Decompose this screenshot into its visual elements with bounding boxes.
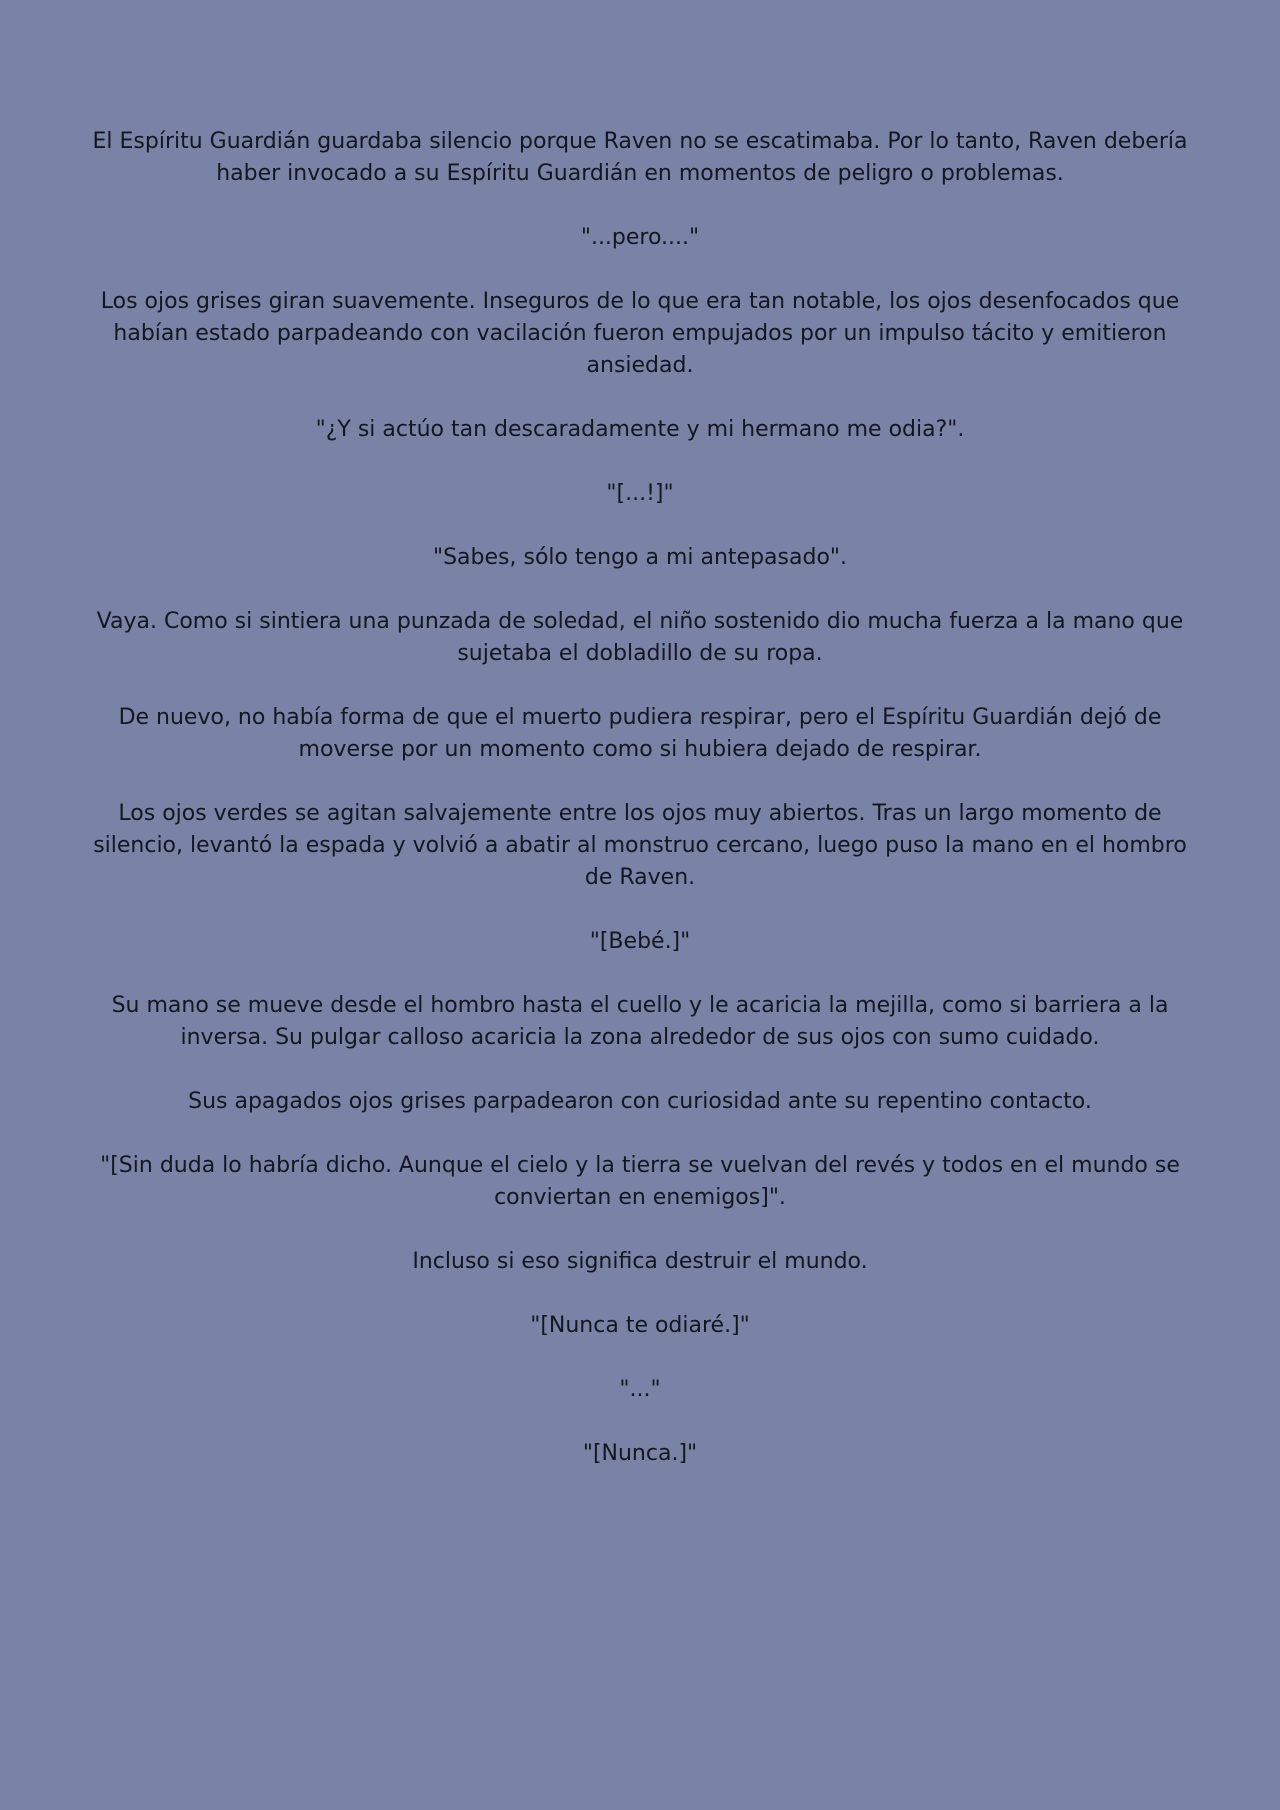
- paragraph: "[Sin duda lo habría dicho. Aunque el cielo y la tierra se vuelvan del revés y todos en el mundo se conviertan en enemigos]".: [100, 1153, 1180, 1210]
- paragraph: "¿Y si actúo tan descaradamente y mi hermano me odia?".: [315, 417, 965, 442]
- paragraph: Los ojos grises giran suavemente. Inseguros de lo que era tan notable, los ojos desenfocados que habían estado parpadeando con vacilación fueron empujados por un impulso tácito y emitieron ansiedad.: [100, 289, 1180, 378]
- paragraph: Vaya. Como si sintiera una punzada de soledad, el niño sostenido dio mucha fuerza a la mano que sujetaba el dobladillo de su ropa.: [96, 609, 1184, 666]
- paragraph: "[...!]": [606, 481, 674, 506]
- paragraph: "...": [619, 1377, 661, 1402]
- paragraph: Su mano se mueve desde el hombro hasta el cuello y le acaricia la mejilla, como si barriera a la inversa. Su pulgar calloso acaricia la zona alrededor de sus ojos con sumo cuidado.: [111, 993, 1169, 1050]
- paragraph: "Sabes, sólo tengo a mi antepasado".: [432, 545, 848, 570]
- paragraph: Los ojos verdes se agitan salvajemente entre los ojos muy abiertos. Tras un largo momento de silencio, levantó la espada y volvió a abatir al monstruo cercano, luego puso la mano en el hombro de Raven.: [93, 801, 1187, 890]
- paragraph: "...pero....": [580, 225, 700, 250]
- paragraph: El Espíritu Guardián guardaba silencio porque Raven no se escatimaba. Por lo tanto, Raven debería haber invocado a su Espíritu Guardián en momentos de peligro o problemas.: [92, 129, 1188, 186]
- story-text: [88, 126, 1192, 1502]
- paragraph: "[Nunca.]": [582, 1441, 698, 1466]
- paragraph: "[Bebé.]": [589, 929, 691, 954]
- paragraph: Sus apagados ojos grises parpadearon con curiosidad ante su repentino contacto.: [188, 1089, 1092, 1114]
- paragraph: "[Nunca te odiaré.]": [530, 1313, 750, 1338]
- paragraph: De nuevo, no había forma de que el muerto pudiera respirar, pero el Espíritu Guardián dejó de moverse por un momento como si hubiera dejado de respirar.: [118, 705, 1162, 762]
- paragraph: Incluso si eso significa destruir el mundo.: [412, 1249, 868, 1274]
